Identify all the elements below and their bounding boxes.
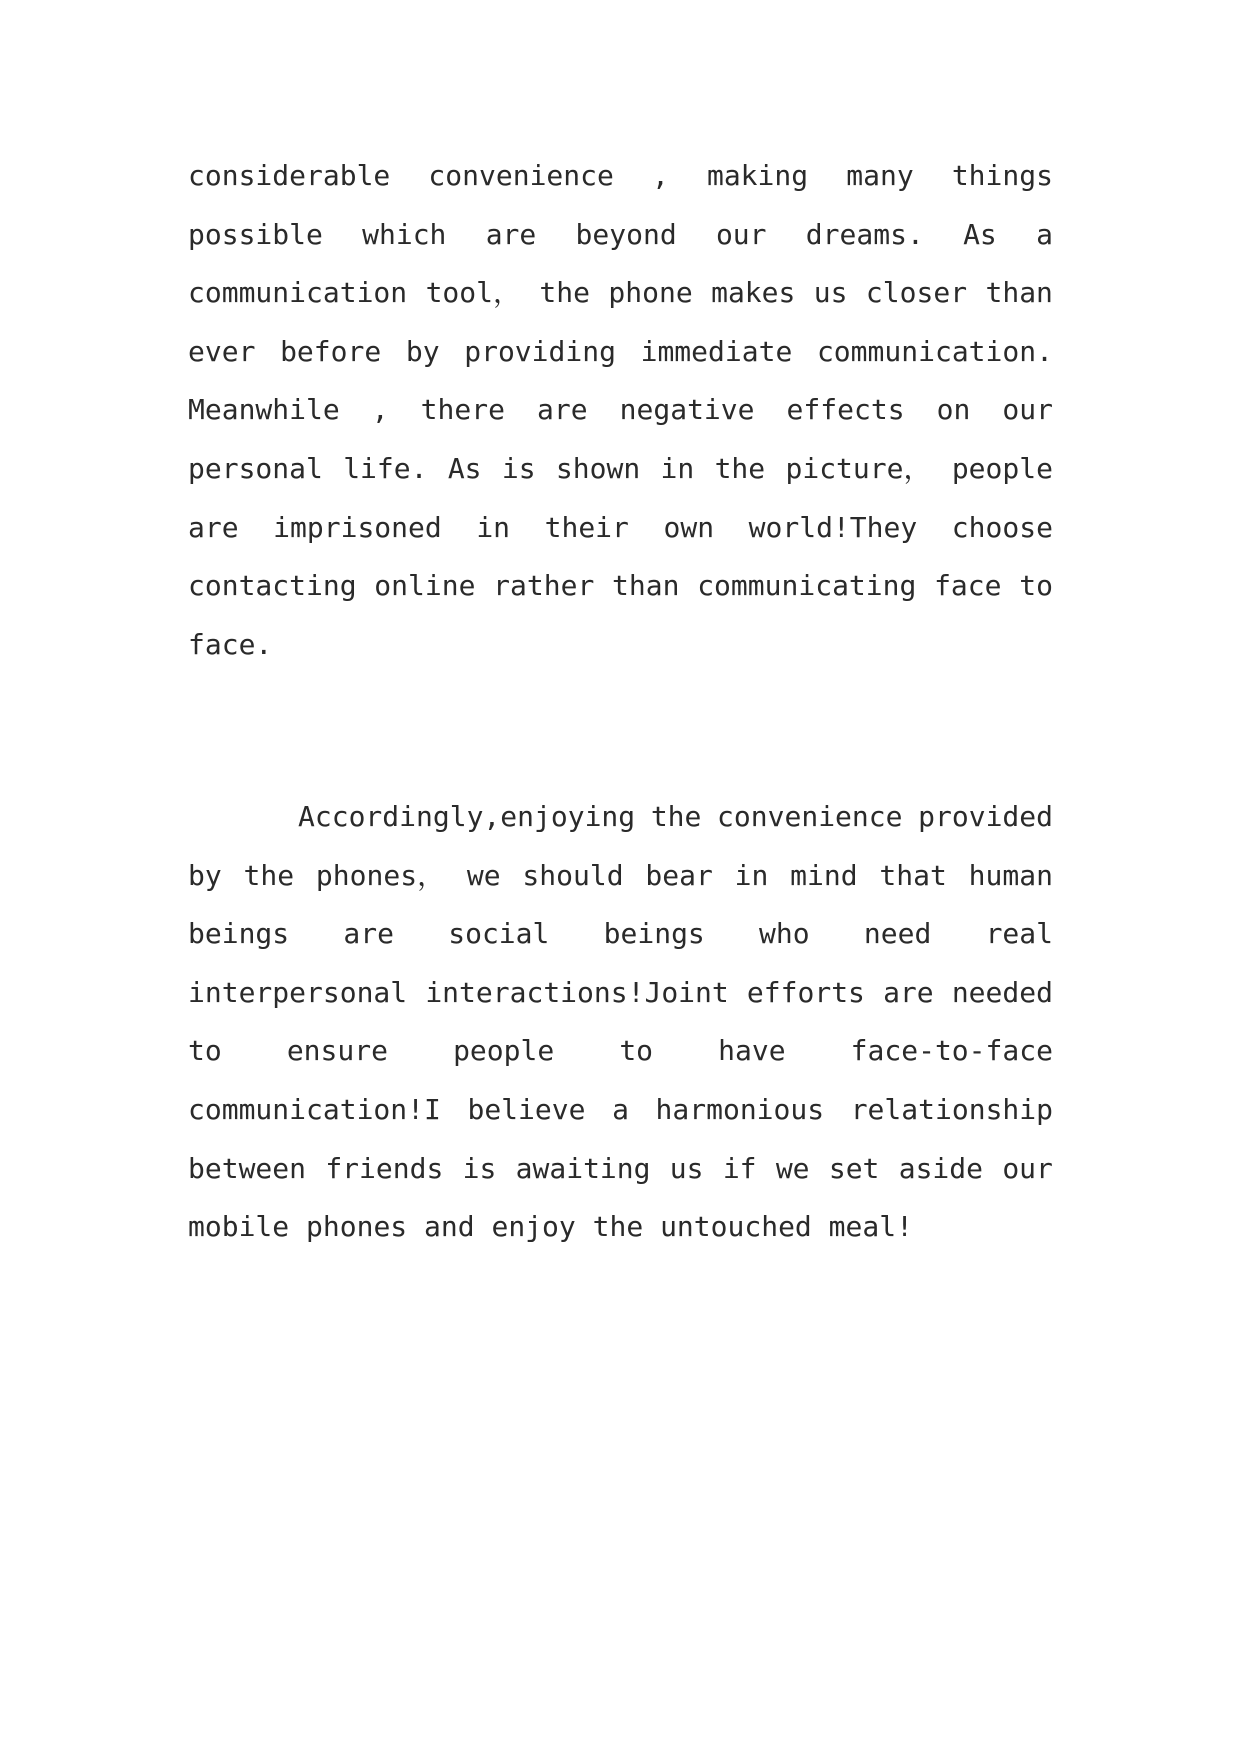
word: negative bbox=[619, 396, 755, 427]
text-line bbox=[188, 920, 1053, 979]
word: set bbox=[828, 1154, 880, 1185]
word: Meanwhile bbox=[188, 396, 340, 427]
word: bear bbox=[645, 861, 713, 892]
text-line bbox=[188, 221, 1053, 280]
word: a bbox=[1036, 220, 1053, 251]
word: own bbox=[663, 513, 715, 544]
word: convenience bbox=[717, 803, 903, 833]
word: a bbox=[612, 1095, 629, 1126]
word: making bbox=[706, 162, 809, 192]
word: beings bbox=[603, 920, 705, 951]
word: meal! bbox=[828, 1213, 913, 1244]
word: picture， bbox=[785, 454, 932, 485]
word: are bbox=[883, 978, 934, 1009]
word: are bbox=[485, 220, 537, 251]
word: dreams. bbox=[805, 220, 924, 251]
word: untouched bbox=[660, 1213, 812, 1244]
paragraph-1 bbox=[188, 162, 1053, 689]
word: who bbox=[759, 920, 810, 951]
word: the bbox=[650, 803, 702, 833]
word: beyond bbox=[575, 220, 677, 251]
word: face. bbox=[188, 630, 273, 661]
word: we bbox=[775, 1154, 810, 1185]
word: social bbox=[448, 920, 550, 951]
word: possible bbox=[188, 220, 323, 251]
word: As bbox=[447, 454, 482, 485]
word: our bbox=[715, 220, 767, 251]
word: aside bbox=[898, 1154, 984, 1185]
word: have bbox=[718, 1037, 786, 1068]
text-line bbox=[188, 338, 1053, 397]
word: by bbox=[188, 861, 222, 892]
word: is bbox=[501, 454, 536, 485]
word: by bbox=[405, 337, 440, 368]
text-line bbox=[188, 979, 1053, 1038]
word: immediate bbox=[640, 337, 793, 368]
word: believe bbox=[467, 1095, 586, 1126]
text-line bbox=[188, 1155, 1053, 1214]
word: face-to-face bbox=[850, 1037, 1053, 1068]
word: us bbox=[813, 279, 848, 310]
text-line bbox=[188, 162, 1053, 221]
text-line bbox=[188, 279, 1053, 338]
word: harmonious bbox=[655, 1095, 825, 1126]
text-line bbox=[188, 514, 1053, 573]
word: are bbox=[343, 920, 394, 951]
word: interactions!Joint bbox=[425, 978, 729, 1009]
word: mobile bbox=[188, 1213, 290, 1244]
word: rather bbox=[493, 572, 595, 603]
word: communicating bbox=[697, 572, 917, 603]
word: us bbox=[669, 1154, 704, 1185]
word: mind bbox=[790, 861, 858, 892]
word: needed bbox=[951, 978, 1053, 1009]
word: tool， bbox=[425, 279, 521, 310]
text-line bbox=[188, 1096, 1053, 1155]
word: Accordingly,enjoying bbox=[298, 803, 636, 833]
word: before bbox=[280, 337, 382, 368]
word: phones bbox=[306, 1213, 408, 1244]
word: in bbox=[476, 513, 511, 544]
word: awaiting bbox=[515, 1154, 651, 1185]
word: personal bbox=[188, 454, 323, 485]
paragraph-2 bbox=[188, 803, 1053, 1272]
word: if bbox=[722, 1154, 757, 1185]
word: communication!I bbox=[188, 1095, 441, 1126]
word: should bbox=[522, 861, 624, 892]
word: we bbox=[466, 861, 501, 892]
word: our bbox=[1002, 396, 1053, 427]
word: are bbox=[537, 396, 588, 427]
word: to bbox=[1019, 572, 1053, 603]
word: to bbox=[188, 1037, 222, 1068]
word: communication. bbox=[816, 337, 1053, 368]
word: interpersonal bbox=[188, 978, 408, 1009]
word: , bbox=[371, 396, 389, 427]
word: imprisoned bbox=[273, 513, 442, 544]
text-line bbox=[188, 803, 1053, 862]
word: providing bbox=[464, 337, 616, 368]
word: online bbox=[374, 572, 476, 603]
word: our bbox=[1002, 1154, 1053, 1185]
word: beings bbox=[188, 920, 290, 951]
word: considerable bbox=[188, 162, 391, 192]
word: face bbox=[934, 572, 1002, 603]
word: are bbox=[188, 513, 239, 544]
word: human bbox=[968, 861, 1053, 892]
word: phone bbox=[608, 279, 693, 310]
word: than bbox=[985, 279, 1053, 310]
word: choose bbox=[951, 513, 1053, 544]
word: between bbox=[188, 1154, 307, 1185]
text-line bbox=[188, 1213, 1053, 1272]
word: ever bbox=[188, 337, 256, 368]
word: people bbox=[453, 1037, 555, 1068]
text-line bbox=[188, 862, 1053, 921]
word: to bbox=[619, 1037, 654, 1068]
word: effects bbox=[786, 396, 905, 427]
word: the bbox=[592, 1213, 644, 1244]
word: many bbox=[846, 162, 914, 192]
word: the bbox=[243, 861, 295, 892]
word: than bbox=[612, 572, 680, 603]
word: , bbox=[651, 162, 669, 192]
word: provided bbox=[918, 803, 1053, 833]
word: need bbox=[863, 920, 932, 951]
word: their bbox=[544, 513, 629, 544]
word: the bbox=[714, 454, 766, 485]
word: things bbox=[951, 162, 1053, 192]
word: world!They bbox=[748, 513, 918, 544]
word: relationship bbox=[850, 1095, 1053, 1126]
word: people bbox=[951, 454, 1053, 485]
word: is bbox=[462, 1154, 497, 1185]
word: and bbox=[424, 1213, 475, 1244]
word: in bbox=[734, 861, 769, 892]
word: on bbox=[936, 396, 971, 427]
word: that bbox=[879, 861, 947, 892]
word: enjoy bbox=[491, 1213, 576, 1244]
word: shown bbox=[555, 454, 641, 485]
word: real bbox=[985, 920, 1053, 951]
text-line bbox=[188, 631, 1053, 690]
word: ensure bbox=[286, 1037, 388, 1068]
text-line bbox=[188, 455, 1053, 514]
word: communication bbox=[188, 279, 408, 310]
text-line bbox=[188, 572, 1053, 631]
word: convenience bbox=[428, 162, 614, 192]
word: efforts bbox=[746, 978, 865, 1009]
text-line bbox=[188, 1037, 1053, 1096]
text-line bbox=[188, 396, 1053, 455]
word: there bbox=[420, 396, 505, 427]
word: life. bbox=[343, 454, 428, 485]
word: the bbox=[539, 279, 590, 310]
word: in bbox=[660, 454, 695, 485]
word: contacting bbox=[188, 572, 357, 603]
word: phones， bbox=[315, 861, 446, 892]
word: which bbox=[362, 220, 447, 251]
word: closer bbox=[865, 279, 968, 310]
word: friends bbox=[325, 1154, 444, 1185]
word: As bbox=[963, 220, 997, 251]
word: makes bbox=[711, 279, 796, 310]
